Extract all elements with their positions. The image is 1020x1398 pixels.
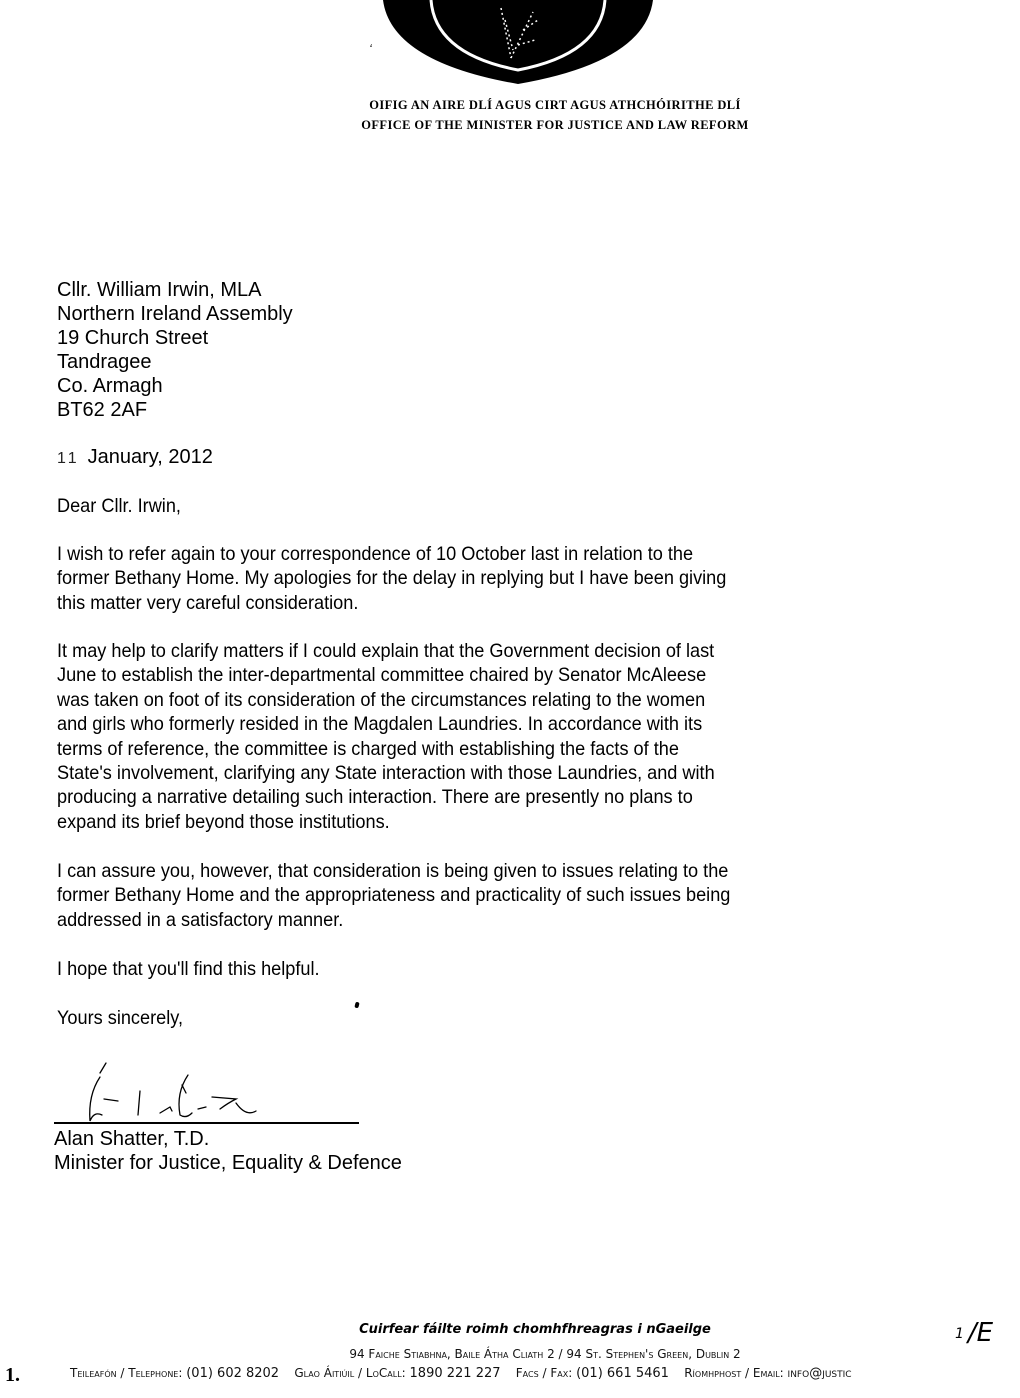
paragraph-3 [57, 859, 987, 932]
fax-number: (01) 661 5461 [576, 1366, 669, 1381]
harp-crest-icon [383, 0, 653, 84]
signature-line [54, 1122, 359, 1124]
paragraph-2 [57, 639, 987, 834]
letter-date [57, 445, 213, 471]
month-year: January, 2012 [87, 446, 213, 468]
handwritten-annotation [955, 1318, 993, 1348]
email-label: Ríomhphost / Email: [684, 1366, 784, 1380]
signer-title: Minister for Justice, Equality & Defence [54, 1152, 402, 1174]
paragraph-4 [57, 957, 987, 981]
signer-name: Alan Shatter, T.D. [54, 1128, 210, 1150]
letterhead-irish: OIFIG AN AIRE DLÍ AGUS CIRT AGUS ATHCHÓIRITHE DLÍ [369, 98, 741, 112]
paragraph-line: was taken on foot of its consideration of the circumstances relating to the women [57, 688, 706, 711]
footer-contact [70, 1366, 852, 1381]
paragraph-line: former Bethany Home and the appropriateness and practicality of such issues being [57, 884, 731, 907]
paragraph-line: this matter very careful consideration. [57, 591, 359, 614]
address-line: 19 Church Street [57, 327, 209, 349]
paragraph-line: June to establish the inter-departmental committee chaired by Senator McAleese [57, 664, 707, 687]
paragraph-line: addressed in a satisfactory manner. [57, 908, 344, 931]
salutation: Dear Cllr. Irwin, [57, 495, 181, 517]
fax-label: Facs / Fax: [515, 1366, 573, 1380]
paragraph-line: and girls who formerly resided in the Magdalen Laundries. In accordance with its [57, 713, 703, 736]
handwritten-day: 11 [57, 450, 80, 467]
handwritten-signature-icon [60, 1055, 360, 1127]
email-address[interactable]: info@justic [787, 1366, 852, 1381]
paragraph-line: State's involvement, clarifying any State interaction with those Laundries, and with [57, 762, 715, 785]
paragraph-line: I can assure you, however, that consideration is being given to issues relating to the [57, 860, 729, 882]
paragraph-line: producing a narrative detailing such interaction. There are presently no plans to [57, 786, 693, 809]
closing: Yours sincerely, [57, 1007, 184, 1029]
scan-mark: ʻ [369, 42, 372, 56]
address-line: Tandragee [57, 351, 152, 373]
paragraph-line: It may help to clarify matters if I could explain that the Government decision of last [57, 640, 715, 662]
recipient-address [57, 278, 293, 422]
letterhead-english: OFFICE OF THE MINISTER FOR JUSTICE AND LAW REFORM [361, 118, 749, 132]
locall-label: Glao Áitiúil / LoCall: [294, 1366, 406, 1380]
annotation-small: 1 [955, 1325, 964, 1342]
page-marker: 1. [5, 1364, 20, 1386]
signer-block [54, 1127, 402, 1175]
paragraph-line: former Bethany Home. My apologies for the delay in replying but I have been giving [57, 567, 727, 590]
paragraph-line: I wish to refer again to your correspondence of 10 October last in relation to the [57, 543, 694, 565]
annotation-text: /E [967, 1318, 994, 1348]
paragraph-line: terms of reference, the committee is charged with establishing the facts of the [57, 737, 679, 760]
footer-irish-welcome: Cuirfear fáilte roimh chomhfhreagras i nGaeilge [359, 1322, 711, 1337]
address-line: BT62 2AF [57, 399, 148, 421]
paragraph-line: expand its brief beyond those institutions. [57, 810, 390, 833]
address-line: Northern Ireland Assembly [57, 303, 293, 325]
locall-number: 1890 221 227 [409, 1366, 501, 1381]
paragraph-1 [57, 542, 987, 615]
telephone-number: (01) 602 8202 [186, 1366, 280, 1381]
address-line: Cllr. William Irwin, MLA [57, 279, 262, 301]
address-line: Co. Armagh [57, 375, 163, 397]
telephone-label: Teileafón / Telephone: [70, 1366, 183, 1380]
paragraph-line: I hope that you'll find this helpful. [57, 958, 320, 980]
footer-address: 94 Faiche Stiabhna, Baile Átha Cliath 2 / 94 St. Stephen's Green, Dublin 2 [349, 1347, 741, 1361]
